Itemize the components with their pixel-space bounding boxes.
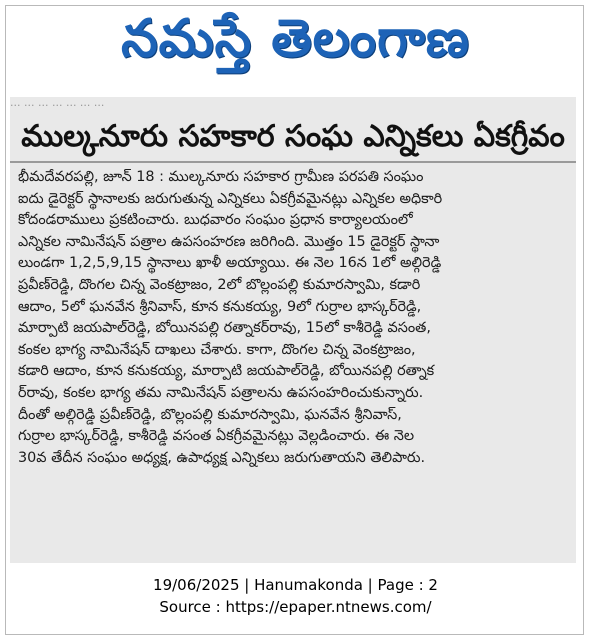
cut-off-text-strip: ... ... ... ... ... ... ... [10,97,105,109]
article-line: కడారి ఆదాం, కూన కనుకయ్య, మార్పాటి జయపాల్‌రెడ్డి, బోయినపల్లి రత్నాక [18,363,435,380]
article-line: ర్‌రావు, కంకల భాగ్య తమ నామినేషన్ పత్రాలను ఉపసంహరించుకున్నారు. [18,384,424,401]
article-line: ఆదాం, 5లో ఘనవేన శ్రీనివాస్, కూన కనుకయ్య, 9లో గుర్రాల భాస్కర్‌రెడ్డి, [18,298,422,315]
footer-source-link[interactable]: Source : https://epaper.ntnews.com/ [159,598,432,616]
article-line: మార్పాటి జయపాల్‌రెడ్డి, బోయినపల్లి రత్నాకర్‌రావు, 15లో కాశీరెడ్డి వసంత, [18,320,431,337]
newspaper-masthead: నమస్తే తెలంగాణ [121,9,470,69]
article-headline: ముల్కనూరు సహకార సంఘ ఎన్నికలు ఏకగ్రీవం [21,119,565,154]
article-line: భీమదేవరపల్లి, జూన్ 18 : ముల్కనూరు సహకార గ్రామీణ పరపతి సంఘం [18,169,424,185]
article-line: కోదండరాములు ప్రకటించారు. బుధవారం సంఘం ప్రధాన కార్యాలయంలో [18,212,413,229]
article-line: లుండగా 1,2,5,9,15 స్థానాలు ఖాళీ అయ్యాయి. ఈ నెల 16న 1లో అల్గిరెడ్డి [18,255,442,272]
article-line: ఎన్నికల నామినేషన్ పత్రాల ఉపసంహరణ జరిగింది. మొత్తం 15 డైరెక్టర్ స్థానా [18,233,440,250]
article-line: ఐదు డైరెక్టర్ స్థానాలకు జరుగుతున్న ఎన్నికలు ఏకగ్రీవమైనట్లు ఎన్నికల అధికారి [18,190,443,207]
article-body [18,167,566,469]
article-line: దీంతో అల్గిరెడ్డి ప్రవీణ్‌రెడ్డి, బొల్లంపల్లి కుమారస్వామి, ఘనవేన శ్రీనివాస్, [18,406,402,423]
news-clipping [10,97,576,563]
article-line: గుర్రాల భాస్కర్‌రెడ్డి, కాశీరెడ్డి వసంత ఏకగ్రీవమైనట్లు వెల్లడించారు. ఈ నెల [18,428,415,445]
article-line: 30వ తేదీన సంఘం అధ్యక్ష, ఉపాధ్యక్ష ఎన్నికలు జరుగుతాయని తెలిపారు. [18,449,426,466]
footer-date-edition-page: 19/06/2025 | Hanumakonda | Page : 2 [153,576,438,594]
headline-divider [10,161,576,163]
article-line: కంకల భాగ్య నామినేషన్ దాఖలు చేశారు. కాగా, దొంగల చిన్న వెంకట్రాజం, [18,341,416,358]
article-line: ప్రవీణ్‌రెడ్డి, దొంగల చిన్న వెంకట్రాజం, 2లో బొల్లంపల్లి కుమారస్వామి, కడారి [18,276,421,293]
